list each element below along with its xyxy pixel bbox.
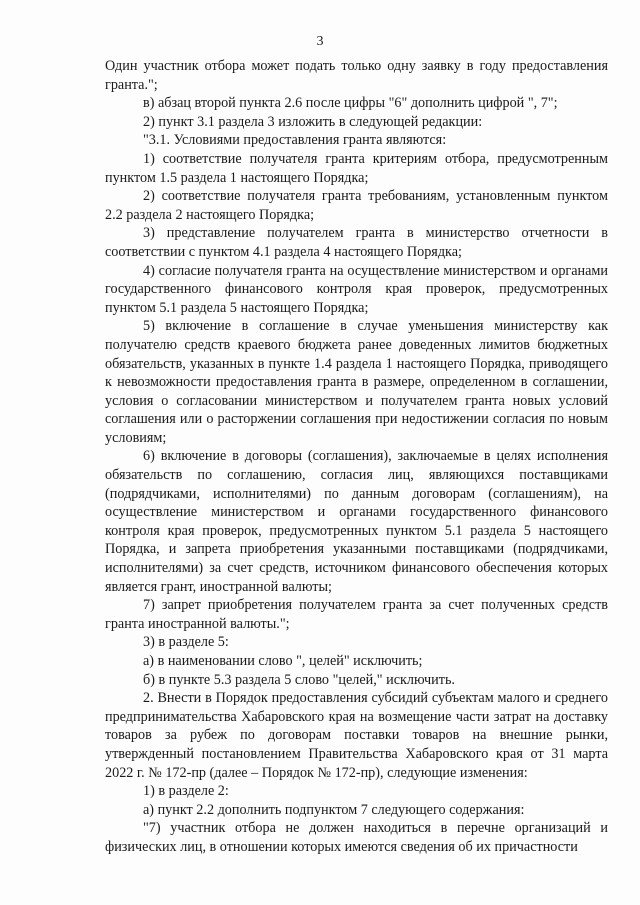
paragraph: 5) включение в соглашение в случае уменьшения министерству как получателю средств краевого бюджета ранее доведенных лимитов бюджетных обязательств, указанных в пункте 1.4 раздела 1 настоящего Порядка, приводящего к невозможности предоставления гранта в размере, определенном в соглашении, условия о согласовании министерством и получателем гранта новых условий соглашения или о расторжении соглашения при недостижении согласия по новым условиям; bbox=[105, 318, 608, 446]
paragraph: "7) участник отбора не должен находиться в перечне организаций и физических лиц, в отношении которых имеются сведения об их причастности bbox=[105, 820, 608, 855]
paragraph: в) абзац второй пункта 2.6 после цифры "6" дополнить цифрой ", 7"; bbox=[143, 95, 558, 112]
paragraph: 2) пункт 3.1 раздела 3 изложить в следующей редакции: bbox=[143, 113, 483, 130]
paragraph: 1) соответствие получателя гранта критериям отбора, предусмотренным пунктом 1.5 раздела 1 настоящего Порядка; bbox=[105, 150, 608, 186]
paragraph: а) пункт 2.2 дополнить подпунктом 7 следующего содержания: bbox=[143, 801, 525, 818]
page-number: 3 bbox=[316, 34, 324, 49]
paragraph: 2. Внести в Порядок предоставления субсидий субъектам малого и среднего предпринимательства Хабаровского края на возмещение части затрат на доставку товаров за рубеж по договорам поставки товаров на внешние рынки, утвержденный постановлением Правительства Хабаровского края от 31 марта 2022 г. № 172-пр (далее – Порядок № 172-пр), следующие изменения: bbox=[105, 690, 608, 781]
paragraph: 6) включение в договоры (соглашения), заключаемые в целях исполнения обязательств по соглашению, согласия лиц, являющихся поставщиками (подрядчиками, исполнителями) по данным договорам (соглашениям), на осуществление министерством и органами государственного финансового контроля края проверок, предусмотренных пунктом 5.1 раздела 5 настоящего Порядка, и запрета приобретения указанными поставщиками (подрядчиками, исполнителями) за счет средств, источником финансового обеспечения которых является грант, иностранной валюты; bbox=[105, 448, 608, 595]
paragraph: б) в пункте 5.3 раздела 5 слово "целей," исключить. bbox=[143, 671, 455, 688]
paragraph: Один участник отбора может подать только одну заявку в году предоставления гранта."; bbox=[105, 58, 608, 93]
paragraph: 1) в разделе 2: bbox=[143, 783, 229, 800]
paragraph: 3) представление получателем гранта в министерство отчетности в соответствии с пунктом 4.1 раздела 4 настоящего Порядка; bbox=[105, 225, 608, 260]
paragraph: "3.1. Условиями предоставления гранта являются: bbox=[143, 132, 447, 149]
paragraph: 4) согласие получателя гранта на осуществление министерством и органами государственного финансового контроля края проверок, предусмотренных пунктом 5.1 раздела 5 настоящего Порядка; bbox=[105, 262, 608, 316]
paragraph: 3) в разделе 5: bbox=[143, 634, 229, 651]
paragraph: а) в наименовании слово ", целей" исключить; bbox=[143, 653, 423, 669]
paragraph: 7) запрет приобретения получателем гранта за счет полученных средств гранта иностранной валюты."; bbox=[105, 597, 608, 632]
paragraph: 2) соответствие получателя гранта требованиям, установленным пунктом 2.2 раздела 2 настоящего Порядка; bbox=[105, 188, 608, 223]
document-body bbox=[105, 57, 608, 857]
